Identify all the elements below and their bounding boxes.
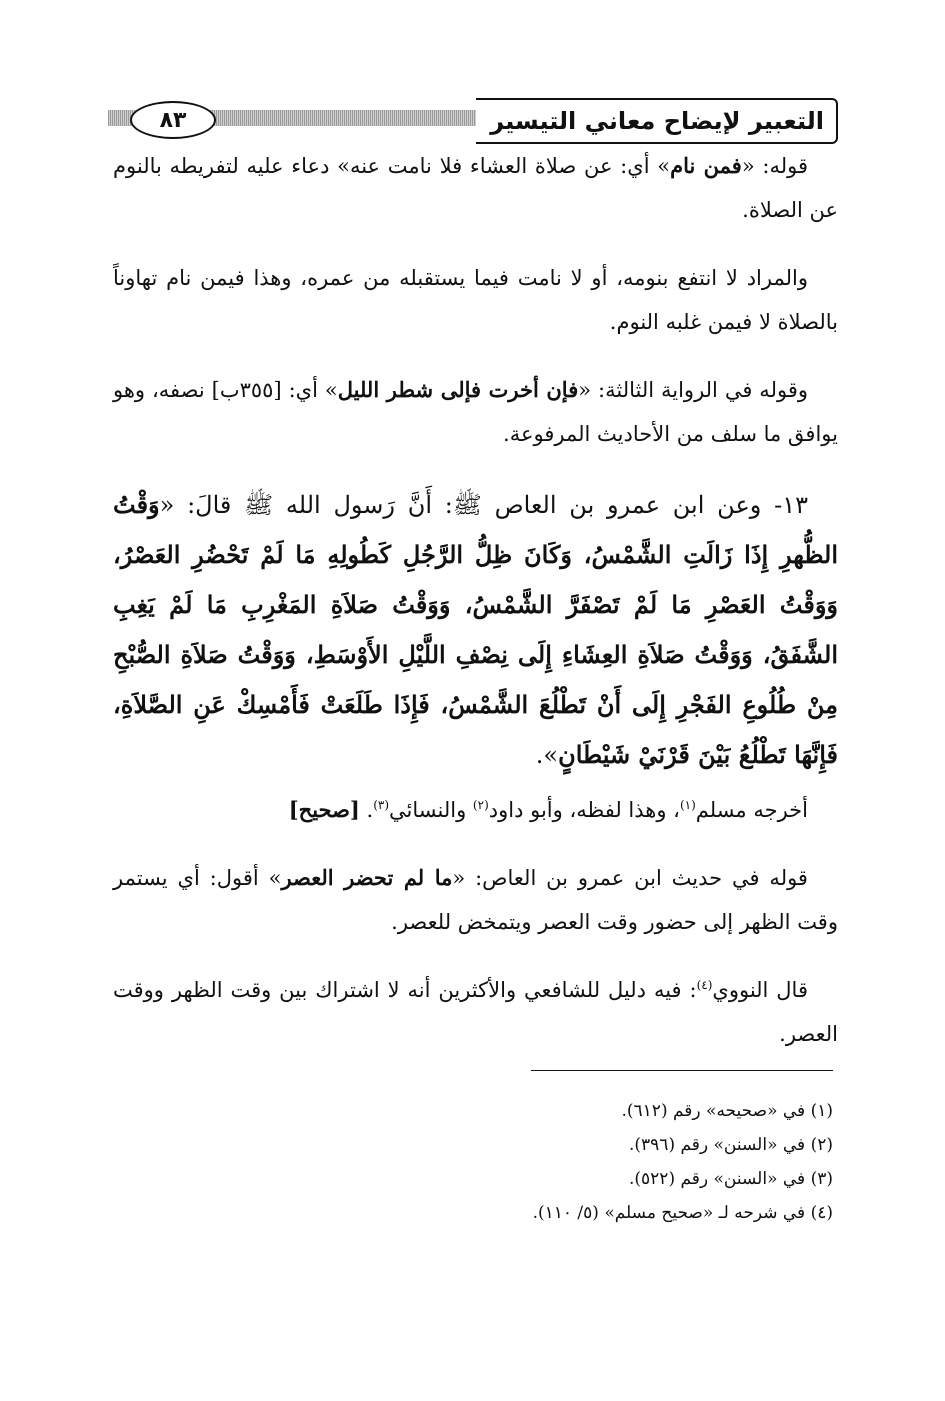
page-header	[108, 98, 838, 144]
footnote-4: (٤) في شرحه لـ «صحيح مسلم» (٥/ ١١٠).	[532, 1203, 833, 1223]
paragraph-5: قوله في حديث ابن عمرو بن العاص: «ما لم تحضر العصر» أقول: أي يستمر وقت الظهر إلى حضور وقت العصر ويتمخض للعصر.	[113, 865, 838, 934]
hadith-intro: ١٣- وعن ابن عمرو بن العاص ﷺ: أَنَّ رَسول الله ﷺ قالَ: «	[159, 491, 808, 519]
takhrij-paragraph: أخرجه مسلم$^{(١)}$، وهذا لفظه، وأبو داود$^{(٢)}$ والنسائي$^{(٣)}$. [صحيح]	[288, 797, 808, 822]
footnote-ref: (٣)	[373, 798, 390, 812]
quoted-phrase: فإن أخرت فإلى شطر الليل	[337, 377, 579, 402]
footnote-separator	[531, 1070, 833, 1071]
footnote-2: (٢) في «السنن» رقم (٣٩٦).	[628, 1135, 833, 1155]
page-number: ٨٣	[130, 101, 216, 139]
running-title	[476, 98, 838, 144]
book-title: التعبير لإيضاح معاني التيسير	[490, 107, 824, 135]
paragraph-2: والمراد لا انتفع بنومه، أو لا نامت فيما يستقبله من عمره، وهذا فيمن نام تهاوناً بالصلاة لا فيمن غلبه النوم.	[113, 266, 838, 334]
footnote-ref: (٤)	[696, 978, 713, 992]
footnote-1: (١) في «صحيحه» رقم (٦١٢).	[621, 1101, 833, 1121]
main-text	[113, 144, 838, 1080]
paragraph-3: وقوله في الرواية الثالثة: «فإن أخرت فإلى شطر الليل» أي: [٣٥٥ب] نصفه، وهو يوافق ما سلف من الأحاديث المرفوعة.	[113, 377, 838, 446]
quoted-phrase: ما لم تحضر العصر	[281, 865, 453, 890]
footnote-3: (٣) في «السنن» رقم (٥٢٢).	[628, 1169, 833, 1189]
paragraph-1: قوله: «فمن نام» أي: عن صلاة العشاء فلا نامت عنه» دعاء عليه لتفريطه بالنوم عن الصلاة.	[113, 153, 838, 222]
hadith-text: وَقْتُ الظُّهرِ إِذَا زَالَتِ الشَّمْسُ، وَكَانَ ظِلُّ الرَّجُلِ كَطُولِهِ مَا لَمْ تَحْضُرِ العَصْرُ، وَوَقْتُ العَصْرِ مَا لَمْ تَصْفَرَّ الشَّمْسُ، وَوَقْتُ صَلاَةِ المَغْرِبِ مَا لَمْ يَغِبِ الشَّفَقُ، وَوَقْتُ صَلاَةِ العِشَاءِ إِلَى نِصْفِ اللَّيْلِ الأَوْسَطِ، وَوَقْتُ صَلاَةِ الصُّبْحِ مِنْ طُلُوعِ الفَجْرِ إِلَى أَنْ تَطْلُعَ الشَّمْسُ، فَإِذَا طَلَعَتْ فَأَمْسِكْ عَنِ الصَّلاَةِ، فَإِنَّهَا تَطْلُعُ بَيْنَ قَرْنَيْ شَيْطَانٍ	[113, 490, 839, 769]
quoted-phrase: فمن نام	[670, 153, 742, 178]
hadith-paragraph: ١٣- وعن ابن عمرو بن العاص ﷺ: أَنَّ رَسول الله ﷺ قالَ: «وَقْتُ الظُّهرِ إِذَا زَالَتِ الشَّمْسُ، وَكَانَ ظِلُّ الرَّجُلِ كَطُولِهِ مَا لَمْ تَحْضُرِ العَصْرُ، وَوَقْتُ العَصْرِ مَا لَمْ تَصْفَرَّ الشَّمْسُ، وَوَقْتُ صَلاَةِ المَغْرِبِ مَا لَمْ يَغِبِ الشَّفَقُ، وَوَقْتُ صَلاَةِ العِشَاءِ إِلَى نِصْفِ اللَّيْلِ الأَوْسَطِ، وَوَقْتُ صَلاَةِ الصُّبْحِ مِنْ طُلُوعِ الفَجْرِ إِلَى أَنْ تَطْلُعَ الشَّمْسُ، فَإِذَا طَلَعَتْ فَأَمْسِكْ عَنِ الصَّلاَةِ، فَإِنَّهَا تَطْلُعُ بَيْنَ قَرْنَيْ شَيْطَانٍ».	[113, 490, 839, 769]
footnote-ref: (٢)	[472, 798, 489, 812]
footnote-ref: (١)	[679, 798, 696, 812]
paragraph-6: قال النووي$^{(٤)}$: فيه دليل للشافعي والأكثرين أنه لا اشتراك بين وقت الظهر ووقت العصر.	[113, 978, 838, 1046]
footnotes	[333, 1094, 833, 1230]
grade-label: [صحيح]	[288, 797, 360, 822]
